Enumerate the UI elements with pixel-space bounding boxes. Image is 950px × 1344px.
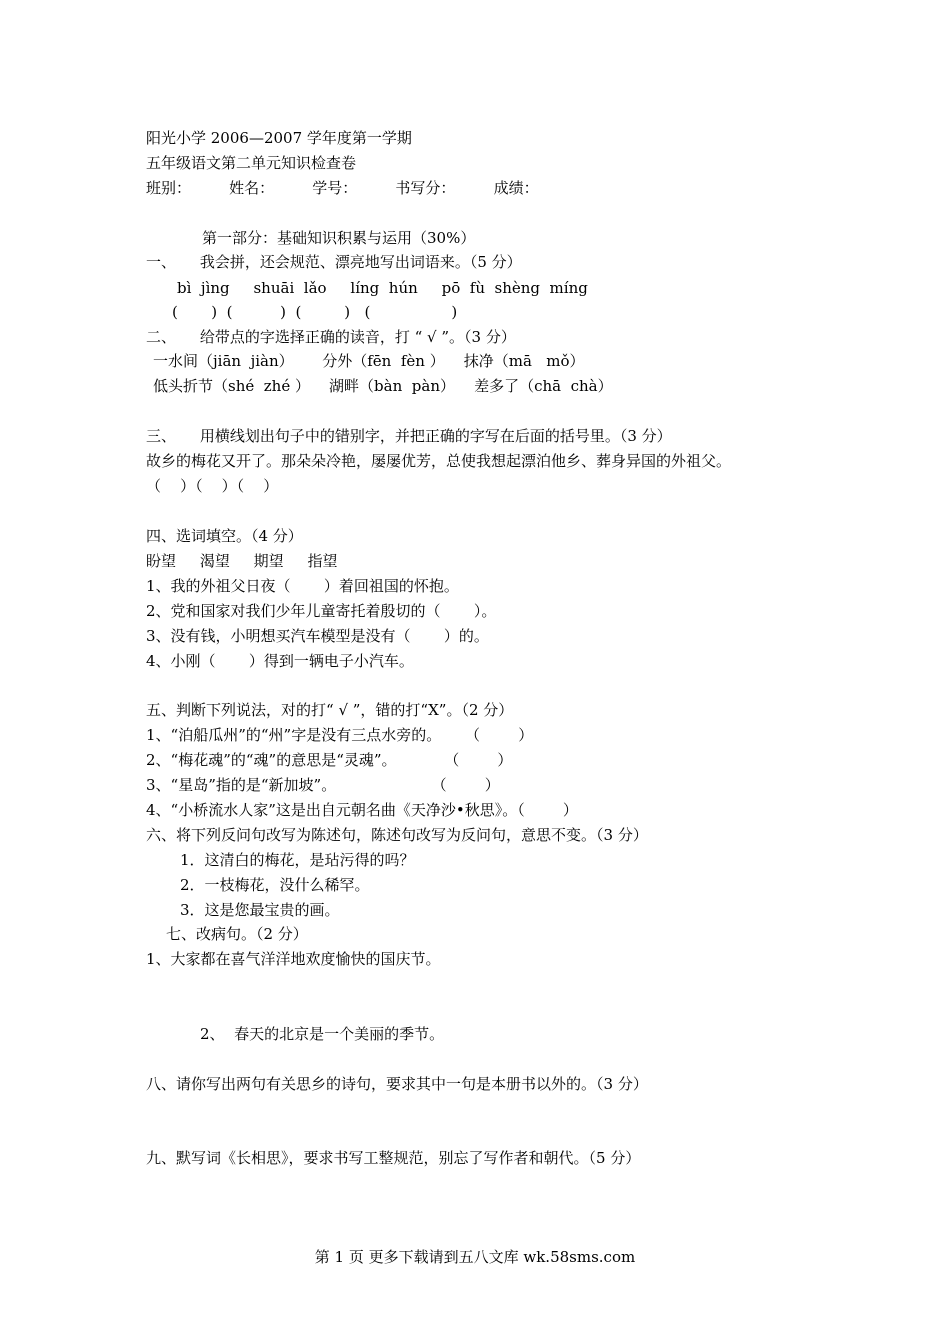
q4-words: 盼望 渴望 期望 指望 [146, 552, 338, 570]
q6-item: 2．一枝梅花，没什么稀罕。 [180, 876, 370, 894]
q4-item: 2、党和国家对我们少年儿童寄托着殷切的（ ）。 [146, 602, 497, 620]
q4-item: 3、没有钱，小明想买汽车模型是没有（ ）的。 [146, 627, 489, 645]
q1-text: 一、 我会拼，还会规范、漂亮地写出词语来。（5 分） [146, 253, 522, 271]
q5-text: 五、判断下列说法，对的打“ √ ”，错的打“X”。（2 分） [146, 701, 514, 719]
q1-blanks: ( ) ( ) ( ) ( ) [172, 303, 458, 321]
part1-heading: 第一部分：基础知识积累与运用（30%） [202, 229, 476, 247]
q2-row2: 低头折节（shé zhé ） 湖畔（bàn pàn） 差多了（chā chà） [153, 377, 613, 395]
q8-text: 八、请你写出两句有关思乡的诗句，要求其中一句是本册书以外的。（3 分） [146, 1075, 648, 1093]
q5-item: 4、“小桥流水人家”这是出自元朝名曲《天净沙•秋思》。（ ） [146, 801, 578, 819]
q3-text: 三、 用横线划出句子中的错别字，并把正确的字写在后面的括号里。（3 分） [146, 427, 672, 445]
q6-item: 3．这是您最宝贵的画。 [180, 901, 340, 919]
q2-row1: 一水间（jiān jiàn） 分外（fēn fèn ） 抹净（mā mǒ） [153, 352, 585, 370]
q1-pinyin: bì jìng shuāi lǎo líng hún pō fù shèng míng [177, 279, 588, 297]
header-title: 五年级语文第二单元知识检查卷 [146, 154, 357, 172]
page-footer: 第 1 页 更多下载请到五八文库 wk.58sms.com [314, 1248, 636, 1266]
q4-item: 4、小刚（ ）得到一辆电子小汽车。 [146, 652, 414, 670]
q9-text: 九、默写词《长相思》，要求书写工整规范，别忘了写作者和朝代。（5 分） [146, 1149, 641, 1167]
header-info: 班别： 姓名： 学号： 书写分： 成绩： [146, 179, 539, 197]
q6-text: 六、将下列反问句改写为陈述句，陈述句改写为反问句，意思不变。（3 分） [146, 826, 648, 844]
q3-sentence: 故乡的梅花又开了。那朵朵冷艳，屡屡优芳，总使我想起漂泊他乡、葬身异国的外祖父。 [146, 452, 732, 470]
q5-item: 3、“星岛”指的是“新加坡”。 （ ） [146, 776, 500, 794]
q2-text: 二、 给带点的字选择正确的读音，打 “ √ ”。（3 分） [146, 328, 516, 346]
q7-text: 七、改病句。（2 分） [166, 925, 308, 943]
q4-text: 四、选词填空。（4 分） [146, 527, 303, 545]
q6-item: 1．这清白的梅花，是玷污得的吗？ [180, 851, 415, 869]
q7-item: 1、大家都在喜气洋洋地欢度愉快的国庆节。 [146, 950, 441, 968]
header-school: 阳光小学 2006—2007 学年度第一学期 [146, 129, 412, 147]
q5-item: 1、“泊船瓜州”的“州”字是没有三点水旁的。 （ ） [146, 726, 534, 744]
q3-blanks: （ ）（ ）（ ） [146, 477, 279, 495]
q4-item: 1、我的外祖父日夜（ ）着回祖国的怀抱。 [146, 577, 459, 595]
q5-item: 2、“梅花魂”的“魂”的意思是“灵魂”。 （ ） [146, 751, 513, 769]
q7-item: 2、 春天的北京是一个美丽的季节。 [200, 1025, 445, 1043]
